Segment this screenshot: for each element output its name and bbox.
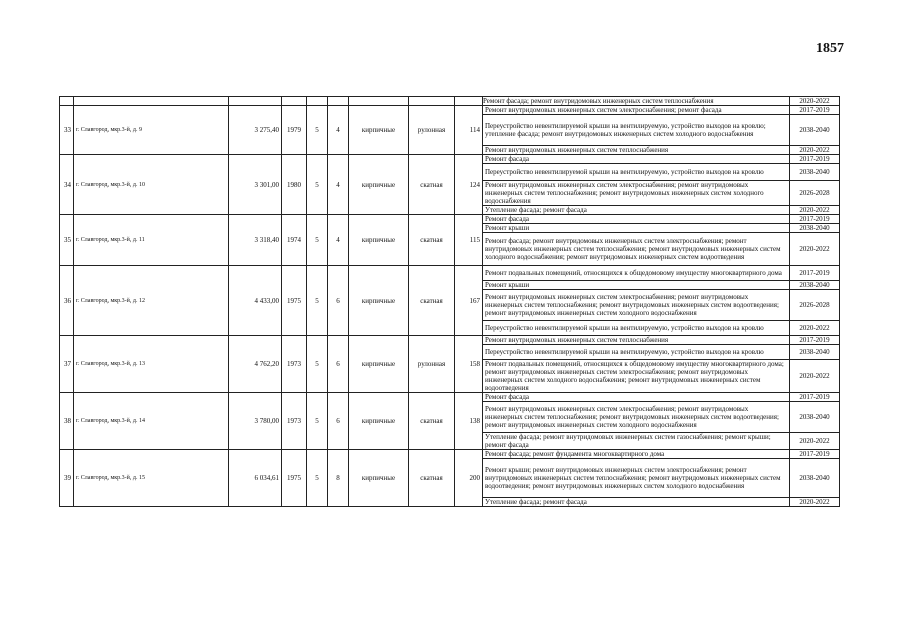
empty-cell [328, 97, 349, 106]
apartment-count: 158 [455, 336, 483, 393]
work-period: 2020-2022 [790, 233, 840, 266]
house-address: г. Славгород, мкр.3-й, д. 14 [74, 393, 229, 450]
apartment-count: 138 [455, 393, 483, 450]
work-period: 2038-2040 [790, 459, 840, 498]
table-row [60, 393, 840, 402]
empty-cell [409, 97, 455, 106]
floor-count: 5 [307, 155, 328, 215]
work-period: 2026-2028 [790, 181, 840, 206]
total-area: 4 433,00 [229, 266, 282, 336]
work-description: Ремонт фасада; ремонт фундамента многоквартирного дома [483, 450, 790, 459]
entrance-count: 4 [328, 155, 349, 215]
wall-material: кирпичные [349, 106, 409, 155]
build-year: 1974 [282, 215, 307, 266]
work-period: 2020-2022 [790, 206, 840, 215]
work-description: Ремонт фасада [483, 155, 790, 164]
work-period: 2020-2022 [790, 321, 840, 336]
roof-type: скатная [409, 393, 455, 450]
work-description: Переустройство невентилируемой крыши на вентилируемую, устройство выходов на кровлю; утепление фасада; ремонт внутридомовых инженерных систем холодного водоснабжения [483, 115, 790, 146]
build-year: 1980 [282, 155, 307, 215]
table-row [60, 106, 840, 115]
row-number: 37 [60, 336, 74, 393]
work-period: 2020-2022 [790, 498, 840, 507]
work-description: Переустройство невентилируемой крыши на вентилируемую, устройство выходов на кровлю [483, 345, 790, 360]
floor-count: 5 [307, 450, 328, 507]
floor-count: 5 [307, 266, 328, 336]
wall-material: кирпичные [349, 393, 409, 450]
wall-material: кирпичные [349, 266, 409, 336]
work-description: Ремонт подвальных помещений, относящихся к общедомовому имуществу многоквартирного дома; ремонт внутридомовых инженерных систем электроснабжения; ремонт внутридомовых инженерных систем холодного водоснабжения; ремонт внутридомовых инженерных систем водоотведения [483, 360, 790, 393]
empty-cell [282, 97, 307, 106]
wall-material: кирпичные [349, 450, 409, 507]
work-description: Ремонт крыши [483, 281, 790, 290]
apartment-count: 124 [455, 155, 483, 215]
build-year: 1979 [282, 106, 307, 155]
table-row [60, 450, 840, 459]
work-period: 2038-2040 [790, 115, 840, 146]
house-address: г. Славгород, мкр.3-й, д. 9 [74, 106, 229, 155]
wall-material: кирпичные [349, 215, 409, 266]
build-year: 1975 [282, 266, 307, 336]
work-description: Утепление фасада; ремонт внутридомовых инженерных систем газоснабжения; ремонт крыши; ремонт фасада [483, 433, 790, 450]
work-period: 2038-2040 [790, 164, 840, 181]
floor-count: 5 [307, 106, 328, 155]
work-period: 2020-2022 [790, 97, 840, 106]
work-period: 2020-2022 [790, 360, 840, 393]
work-period: 2038-2040 [790, 345, 840, 360]
house-address: г. Славгород, мкр.3-й, д. 11 [74, 215, 229, 266]
roof-type: скатная [409, 450, 455, 507]
work-period: 2038-2040 [790, 402, 840, 433]
work-period: 2038-2040 [790, 281, 840, 290]
row-number: 39 [60, 450, 74, 507]
wall-material: кирпичные [349, 155, 409, 215]
house-address: г. Славгород, мкр.3-й, д. 13 [74, 336, 229, 393]
house-address: г. Славгород, мкр.3-й, д. 12 [74, 266, 229, 336]
work-description: Ремонт крыши; ремонт внутридомовых инженерных систем электроснабжения; ремонт внутридомовых инженерных систем теплоснабжения; ремонт внутридомовых инженерных систем водоотведения; ремонт внутридомовых инженерных систем холодного водоснабжения [483, 459, 790, 498]
page-number: 1857 [816, 41, 844, 56]
empty-cell [349, 97, 409, 106]
total-area: 3 318,40 [229, 215, 282, 266]
work-period: 2017-2019 [790, 155, 840, 164]
roof-type: скатная [409, 155, 455, 215]
work-period: 2038-2040 [790, 224, 840, 233]
work-description: Ремонт фасада [483, 215, 790, 224]
work-period: 2020-2022 [790, 433, 840, 450]
floor-count: 5 [307, 393, 328, 450]
apartment-count: 114 [455, 106, 483, 155]
total-area: 4 762,20 [229, 336, 282, 393]
work-period: 2017-2019 [790, 215, 840, 224]
work-description: Переустройство невентилируемой крыши на вентилируемую, устройство выходов на кровлю [483, 321, 790, 336]
work-description: Ремонт фасада; ремонт внутридомовых инженерных систем теплоснабжения [483, 97, 790, 106]
roof-type: скатная [409, 266, 455, 336]
entrance-count: 8 [328, 450, 349, 507]
work-description: Ремонт внутридомовых инженерных систем электроснабжения; ремонт внутридомовых инженерных систем теплоснабжения; ремонт внутридомовых инженерных систем водоотведения; ремонт внутридомовых инженерных систем холодного водоснабжения [483, 402, 790, 433]
row-number: 36 [60, 266, 74, 336]
work-period: 2017-2019 [790, 266, 840, 281]
empty-cell [74, 97, 229, 106]
entrance-count: 6 [328, 266, 349, 336]
work-description: Ремонт внутридомовых инженерных систем электроснабжения; ремонт внутридомовых инженерных систем теплоснабжения; ремонт внутридомовых инженерных систем холодного водоснабжения [483, 181, 790, 206]
apartment-count: 167 [455, 266, 483, 336]
build-year: 1975 [282, 450, 307, 507]
work-description: Ремонт внутридомовых инженерных систем электроснабжения; ремонт внутридомовых инженерных систем теплоснабжения; ремонт внутридомовых инженерных систем водоотведения; ремонт внутридомовых инженерных систем холодного водоснабжения [483, 290, 790, 321]
table-row [60, 266, 840, 281]
empty-cell [307, 97, 328, 106]
table-row [60, 336, 840, 345]
total-area: 3 275,40 [229, 106, 282, 155]
work-period: 2020-2022 [790, 146, 840, 155]
work-description: Ремонт подвальных помещений, относящихся к общедомовому имуществу многоквартирного дома [483, 266, 790, 281]
empty-cell [455, 97, 483, 106]
floor-count: 5 [307, 215, 328, 266]
work-description: Ремонт фасада [483, 393, 790, 402]
entrance-count: 4 [328, 215, 349, 266]
work-description: Ремонт крыши [483, 224, 790, 233]
work-description: Переустройство невентилируемой крыши на вентилируемую, устройство выходов на кровлю [483, 164, 790, 181]
work-description: Утепление фасада; ремонт фасада [483, 498, 790, 507]
total-area: 3 780,00 [229, 393, 282, 450]
work-period: 2017-2019 [790, 336, 840, 345]
house-address: г. Славгород, мкр.3-й, д. 15 [74, 450, 229, 507]
entrance-count: 6 [328, 336, 349, 393]
row-number: 38 [60, 393, 74, 450]
roof-type: рулонная [409, 106, 455, 155]
work-description: Ремонт фасада; ремонт внутридомовых инженерных систем электроснабжения; ремонт внутридомовых инженерных систем теплоснабжения; ремонт внутридомовых инженерных систем холодного водоснабжения; ремонт внутридомовых инженерных систем водоотведения [483, 233, 790, 266]
work-period: 2017-2019 [790, 106, 840, 115]
capital-repair-table [59, 96, 840, 507]
row-number: 35 [60, 215, 74, 266]
house-address: г. Славгород, мкр.3-й, д. 10 [74, 155, 229, 215]
row-number: 33 [60, 106, 74, 155]
work-description: Ремонт внутридомовых инженерных систем электроснабжения; ремонт фасада [483, 106, 790, 115]
work-period: 2026-2028 [790, 290, 840, 321]
total-area: 6 034,61 [229, 450, 282, 507]
entrance-count: 4 [328, 106, 349, 155]
table-row [60, 215, 840, 224]
roof-type: скатная [409, 215, 455, 266]
build-year: 1973 [282, 336, 307, 393]
floor-count: 5 [307, 336, 328, 393]
empty-cell [60, 97, 74, 106]
empty-cell [229, 97, 282, 106]
work-period: 2017-2019 [790, 393, 840, 402]
wall-material: кирпичные [349, 336, 409, 393]
table-row-continued [60, 97, 840, 106]
table-row [60, 155, 840, 164]
work-period: 2017-2019 [790, 450, 840, 459]
work-description: Ремонт внутридомовых инженерных систем теплоснабжения [483, 336, 790, 345]
total-area: 3 301,00 [229, 155, 282, 215]
apartment-count: 115 [455, 215, 483, 266]
row-number: 34 [60, 155, 74, 215]
entrance-count: 6 [328, 393, 349, 450]
work-description: Ремонт внутридомовых инженерных систем теплоснабжения [483, 146, 790, 155]
work-description: Утепление фасада; ремонт фасада [483, 206, 790, 215]
build-year: 1973 [282, 393, 307, 450]
roof-type: рулонная [409, 336, 455, 393]
apartment-count: 200 [455, 450, 483, 507]
